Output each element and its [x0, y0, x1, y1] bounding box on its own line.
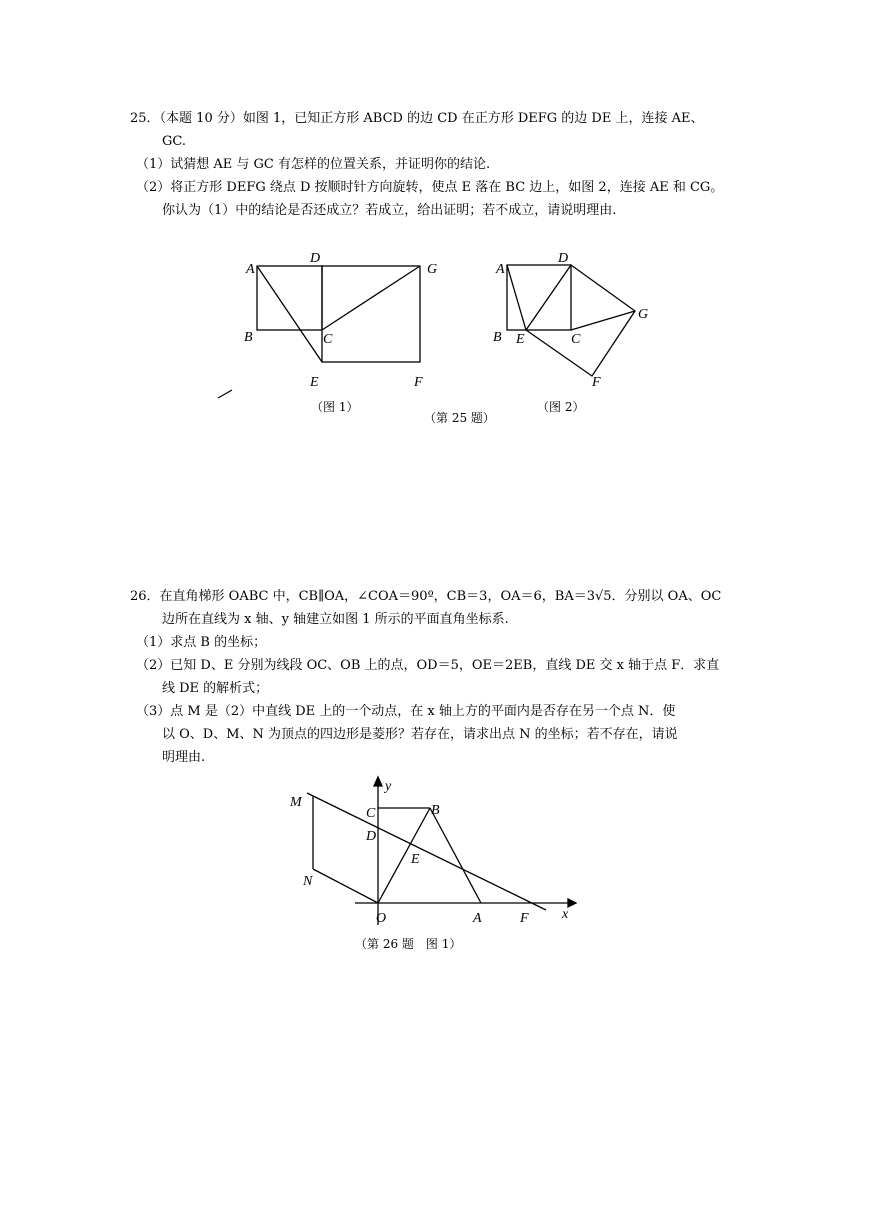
q25-part-2-cont: 你认为（1）中的结论是否还成立？若成立，给出证明；若不成立，请说明理由. — [162, 203, 617, 218]
label-b-26: B — [431, 803, 440, 818]
label-f-2: F — [592, 375, 601, 390]
label-b-2: B — [493, 330, 502, 345]
q25-fig2-caption: （图 2） — [537, 400, 585, 414]
q26-line-1: 26．在直角梯形 OABC 中，CB∥OA，∠COA＝90º，CB＝3，OA＝6，BA＝3√5．分别以 OA、OC — [130, 589, 722, 604]
q26-part-2-cont: 线 DE 的解析式； — [162, 681, 269, 696]
label-g: G — [427, 262, 438, 277]
label-f-26: F — [520, 911, 529, 926]
x-axis-arrow — [568, 899, 576, 907]
label-d: D — [310, 251, 321, 266]
segment-ob — [378, 808, 430, 903]
q26-line-2: 边所在直线为 x 轴、y 轴建立如图 1 所示的平面直角坐标系. — [162, 612, 509, 627]
q26-part-3-end: 明理由. — [162, 750, 206, 765]
label-n: N — [303, 874, 313, 889]
label-g-2: G — [638, 307, 649, 322]
q25-line-1: 25．（本题 10 分）如图 1，已知正方形 ABCD 的边 CD 在正方形 DEFG 的边 DE 上，连接 AE、 — [130, 111, 704, 126]
q25-part-1: （1）试猜想 AE 与 GC 有怎样的位置关系，并证明你的结论. — [136, 157, 491, 172]
label-m: M — [290, 795, 302, 810]
y-axis-arrow — [374, 777, 382, 786]
line-de — [307, 793, 546, 910]
label-a-2: A — [496, 262, 505, 277]
label-a: A — [246, 262, 255, 277]
q26-caption: （第 26 题 图 1） — [355, 937, 462, 951]
label-o: O — [376, 911, 387, 926]
label-x: x — [562, 907, 569, 922]
q25-fig1-caption: （图 1） — [311, 400, 359, 414]
label-e: E — [310, 375, 319, 390]
label-c-26: C — [366, 806, 376, 821]
q26-part-3-cont: 以 O、D、M、N 为顶点的四边形是菱形？若存在，请求出点 N 的坐标；若不存在，请说 — [162, 727, 678, 742]
label-e-26: E — [411, 852, 420, 867]
label-c: C — [323, 332, 333, 347]
label-b: B — [244, 330, 253, 345]
q25-line-2: GC. — [162, 134, 187, 149]
q26-part-3: （3）点 M 是（2）中直线 DE 上的一个动点，在 x 轴上方的平面内是否存在另一个点 N．使 — [136, 704, 676, 719]
q26-part-1: （1）求点 B 的坐标； — [136, 635, 267, 650]
segment-no — [313, 869, 378, 903]
label-e-2: E — [516, 332, 525, 347]
label-f: F — [414, 375, 423, 390]
label-d-2: D — [558, 251, 569, 266]
q26-part-2: （2）已知 D、E 分别为线段 OC、OB 上的点，OD＝5，OE＝2EB，直线 DE 交 x 轴于点 F．求直 — [136, 658, 720, 673]
q25-caption: （第 25 题） — [424, 411, 495, 425]
segment-ba — [430, 808, 481, 903]
q25-part-2: （2）将正方形 DEFG 绕点 D 按顺时针方向旋转，使点 E 落在 BC 边上，如图 2，连接 AE 和 CG。 — [136, 180, 724, 195]
label-y: y — [385, 779, 392, 794]
label-d-26: D — [366, 829, 377, 844]
label-a-26: A — [473, 911, 482, 926]
label-c-2: C — [571, 332, 581, 347]
